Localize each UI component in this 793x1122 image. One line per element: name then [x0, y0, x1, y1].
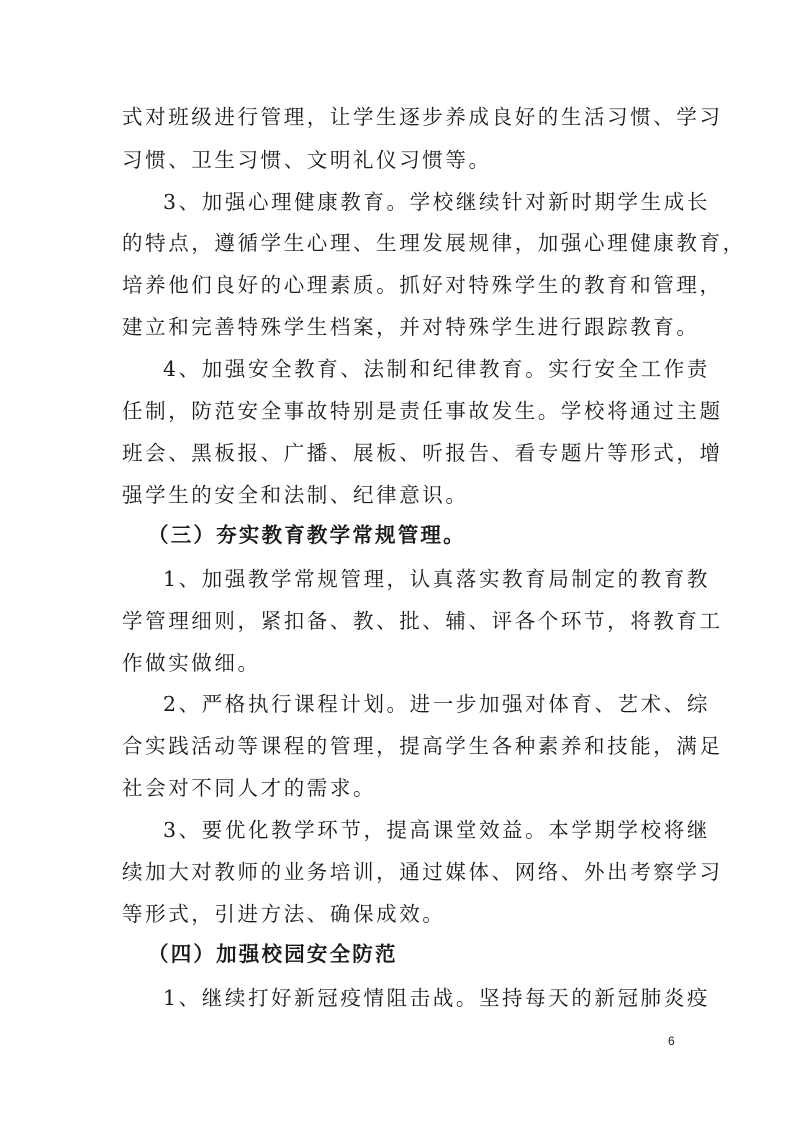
body-text-line: 培养他们良好的心理素质。抓好对特殊学生的教育和管理，	[122, 273, 723, 297]
paragraph-start-line: 1、加强教学常规管理，认真落实教育局制定的教育教	[163, 567, 710, 591]
body-text-line: 习惯、卫生习惯、文明礼仪习惯等。	[122, 148, 492, 172]
paragraph-start-line: 2、严格执行课程计划。进一步加强对体育、艺术、综	[163, 692, 710, 716]
section-heading: （四）加强校园安全防范	[148, 942, 398, 966]
body-text-line: 合实践活动等课程的管理，提高学生各种素养和技能，满足	[122, 734, 723, 758]
body-text-line: 的特点，遵循学生心理、生理发展规律，加强心理健康教育，	[122, 231, 746, 255]
paragraph-start-line: 3、要优化教学环节，提高课堂效益。本学期学校将继	[163, 818, 710, 842]
body-text-line: 式对班级进行管理，让学生逐步养成良好的生活习惯、学习	[122, 105, 723, 129]
paragraph-start-line: 4、加强安全教育、法制和纪律教育。实行安全工作责	[163, 357, 710, 381]
body-text-line: 学管理细则，紧扣备、教、批、辅、评各个环节，将教育工	[122, 609, 723, 633]
paragraph-start-line: 1、继续打好新冠疫情阻击战。坚持每天的新冠肺炎疫	[163, 986, 710, 1010]
body-text-line: 社会对不同人才的需求。	[122, 776, 377, 800]
body-text-line: 建立和完善特殊学生档案，并对特殊学生进行跟踪教育。	[122, 315, 700, 339]
body-text-line: 班会、黑板报、广播、展板、听报告、看专题片等形式，增	[122, 441, 723, 465]
body-text-line: 任制，防范安全事故特别是责任事故发生。学校将通过主题	[122, 399, 723, 423]
section-heading: （三）夯实教育教学常规管理。	[148, 523, 466, 547]
body-text-line: 作做实做细。	[122, 651, 261, 675]
paragraph-start-line: 3、加强心理健康教育。学校继续针对新时期学生成长	[163, 190, 710, 214]
body-text-line: 等形式，引进方法、确保成效。	[122, 902, 446, 926]
body-text-line: 强学生的安全和法制、纪律意识。	[122, 483, 469, 507]
page-number: 6	[668, 1034, 675, 1048]
body-text-line: 续加大对教师的业务培训，通过媒体、网络、外出考察学习	[122, 860, 723, 884]
